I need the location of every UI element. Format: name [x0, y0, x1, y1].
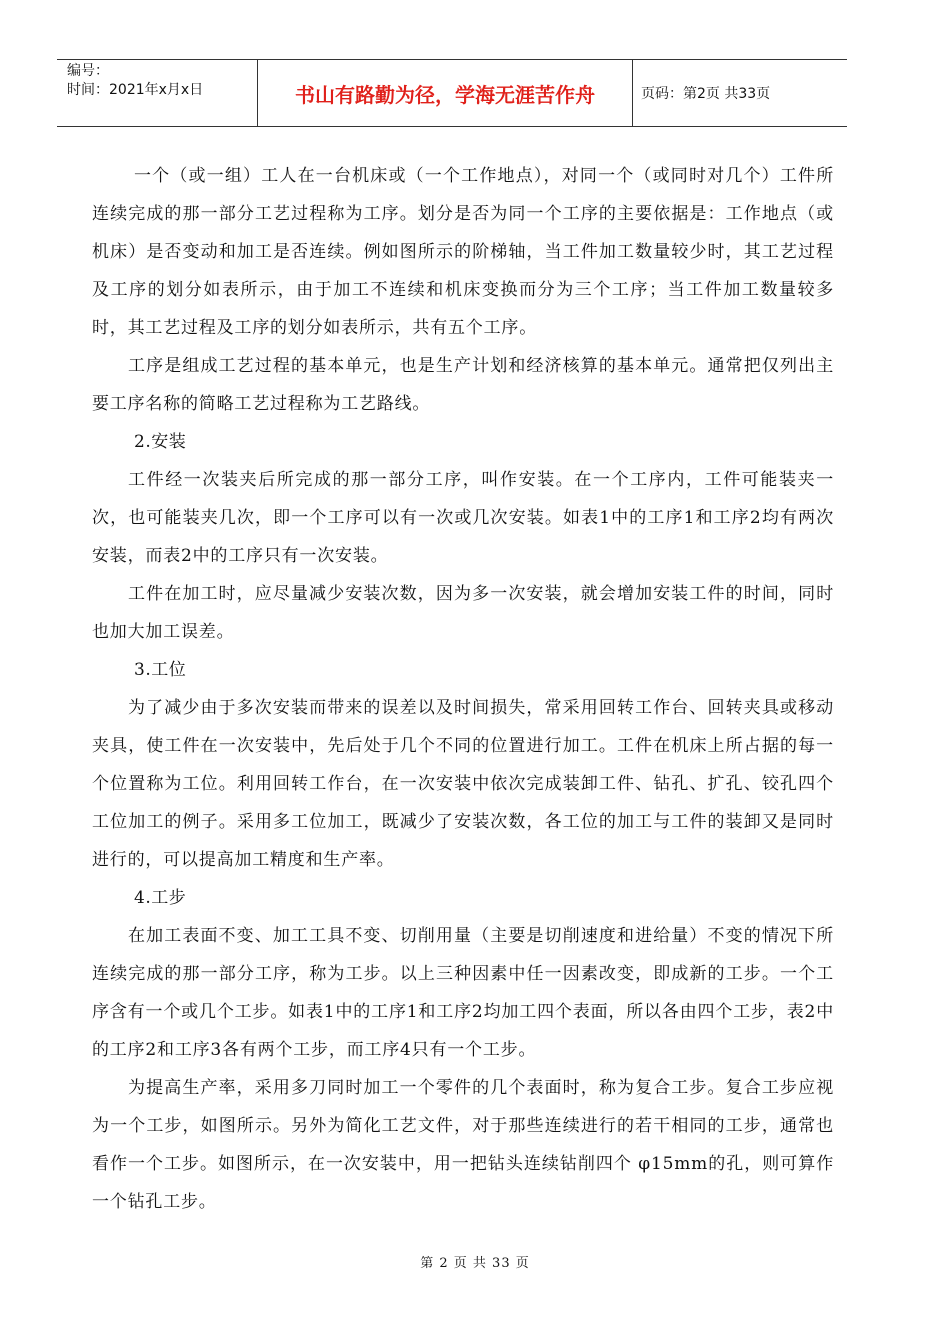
section-heading-installation: 2.安装: [134, 432, 187, 452]
header-motto: 书山有路勤为径，学海无涯苦作舟: [258, 60, 633, 126]
paragraph-installation-reduce: 工件在加工时，应尽量减少安装次数，因为多一次安装，就会增加安装工件的时间，同时也加大加工误差。: [92, 584, 834, 642]
paragraph-compound-step: 为提高生产率，采用多刀同时加工一个零件的几个表面时，称为复合工步。复合工步应视为一个工步，如图所示。另外为简化工艺文件，对于那些连续进行的若干相同的工步，通常也看作一个工步。如图所示，在一次安装中，用一把钻头连续钻削四个 φ15mm的孔，则可算作一个钻孔工步。: [92, 1078, 834, 1212]
paragraph-step-definition: 在加工表面不变、加工工具不变、切削用量（主要是切削速度和进给量）不变的情况下所连续完成的那一部分工序，称为工步。以上三种因素中任一因素改变，即成新的工步。一个工序含有一个或几个工步。如表1中的工序1和工序2均加工四个表面，所以各由四个工步，表2中的工序2和工序3各有两个工步，而工序4只有一个工步。: [92, 926, 834, 1060]
section-heading-step: 4.工步: [134, 888, 187, 908]
page-header: [57, 59, 847, 127]
header-page-info: 页码：第2页 共33页: [641, 86, 771, 102]
paragraph-process-route: 工序是组成工艺过程的基本单元，也是生产计划和经济核算的基本单元。通常把仅列出主要工序名称的简略工艺过程称为工艺路线。: [92, 356, 834, 414]
page-footer: 第 2 页 共 33 页: [420, 1256, 530, 1271]
time-label: 时间：2021年x月x日: [67, 82, 204, 98]
paragraph-process-definition: 一个（或一组）工人在一台机床或（一个工作地点），对同一个（或同时对几个）工件所连续完成的那一部分工艺过程称为工序。划分是否为同一个工序的主要依据是：工作地点（或机床）是否变动和加工是否连续。例如图所示的阶梯轴，当工件加工数量较少时，其工艺过程及工序的划分如表所示，由于加工不连续和机床变换而分为三个工序；当工件加工数量较多时，其工艺过程及工序的划分如表所示，共有五个工序。: [92, 166, 834, 338]
number-label: 编号：: [67, 63, 109, 79]
document-body: [92, 157, 834, 1221]
header-meta: [57, 60, 258, 126]
paragraph-installation-definition: 工件经一次装夹后所完成的那一部分工序，叫作安装。在一个工序内，工件可能装夹一次，也可能装夹几次，即一个工序可以有一次或几次安装。如表1中的工序1和工序2均有两次安装，而表2中的工序只有一次安装。: [92, 470, 834, 566]
paragraph-station: 为了减少由于多次安装而带来的误差以及时间损失，常采用回转工作台、回转夹具或移动夹具，使工件在一次安装中，先后处于几个不同的位置进行加工。工件在机床上所占据的每一个位置称为工位。利用回转工作台，在一次安装中依次完成装卸工件、钻孔、扩孔、铰孔四个工位加工的例子。采用多工位加工，既减少了安装次数，各工位的加工与工件的装卸又是同时进行的，可以提高加工精度和生产率。: [92, 698, 834, 870]
section-heading-station: 3.工位: [134, 660, 187, 680]
